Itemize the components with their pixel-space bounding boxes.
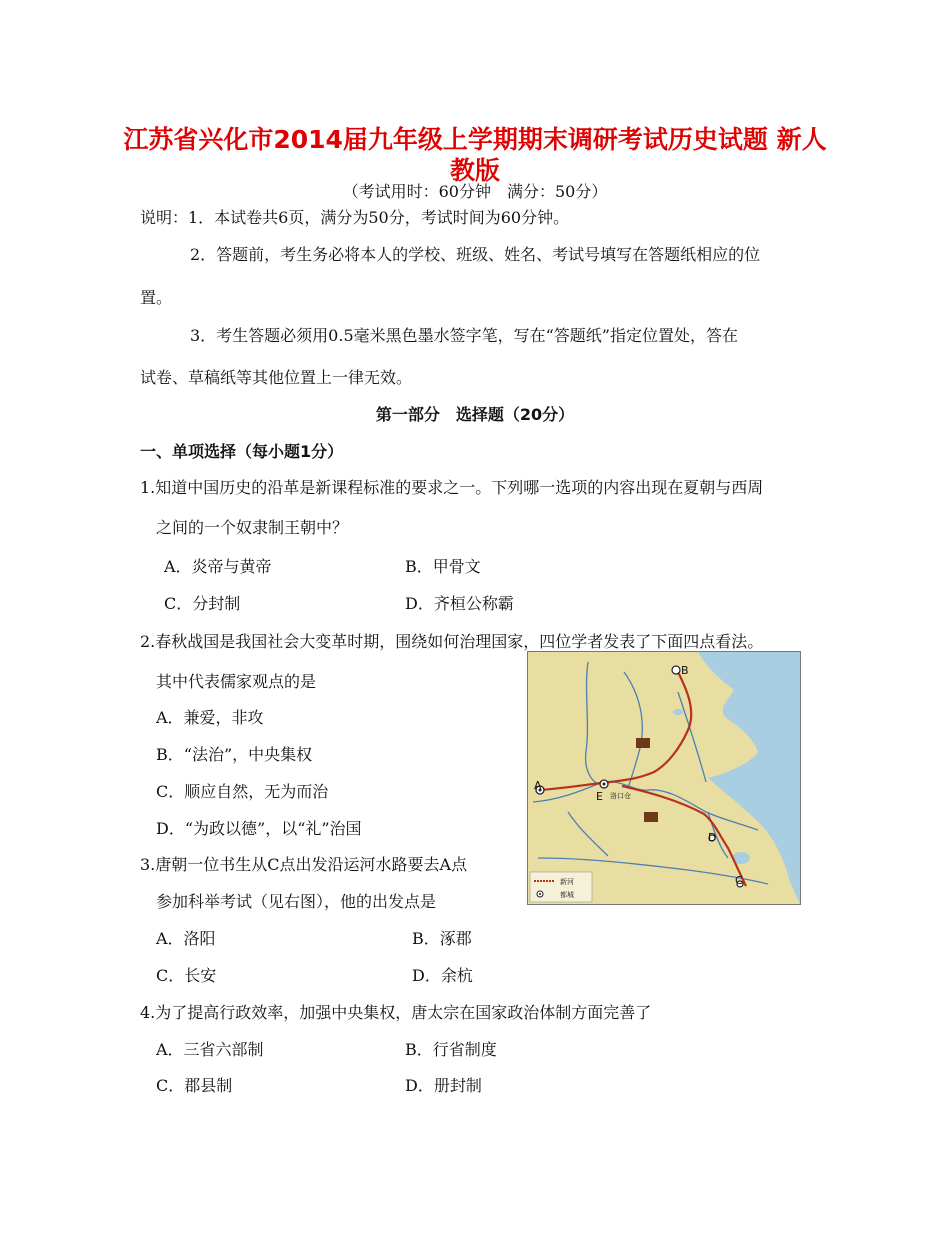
- question-3-option-a: A．洛阳: [156, 929, 216, 948]
- question-1-option-c: C．分封制: [164, 594, 241, 613]
- point-b-marker-icon: [672, 666, 680, 674]
- place-label-luokoucang: 洛口仓: [610, 792, 631, 800]
- instruction-2-line-1: 2．答题前，考生务必将本人的学校、班级、姓名、考试号填写在答题纸相应的位: [190, 245, 761, 264]
- instruction-2-line-2: 置。: [140, 288, 173, 307]
- instruction-3-line-1: 3．考生答题必须用0.5毫米黑色墨水签字笔，写在“答题纸”指定位置处，答在: [190, 326, 738, 345]
- question-4-option-d: D．册封制: [405, 1076, 482, 1095]
- legend-canal-label: 新河: [560, 878, 574, 886]
- section-1-heading: 一、单项选择（每小题1分）: [140, 442, 344, 461]
- question-1-stem-line-1: 1.知道中国历史的沿革是新课程标准的要求之一。下列哪一选项的内容出现在夏朝与西周: [140, 478, 764, 497]
- point-e-label: E: [596, 790, 603, 803]
- question-2-option-b: B．“法治”，中央集权: [156, 745, 313, 764]
- question-1-option-b: B．甲骨文: [405, 557, 481, 576]
- part-1-heading: 第一部分 选择题（20分）: [375, 405, 575, 424]
- question-3-option-c: C．长安: [156, 966, 217, 985]
- question-2-option-c: C．顺应自然，无为而治: [156, 782, 329, 801]
- question-1-option-d: D．齐桓公称霸: [405, 594, 514, 613]
- question-2-stem-line-2: 其中代表儒家观点的是: [156, 672, 317, 691]
- question-1-stem-line-2: 之间的一个奴隶制王朝中？: [156, 518, 349, 537]
- exam-subtitle: （考试用时：60分钟 满分：50分）: [342, 182, 608, 201]
- legend-capital-icon: [539, 893, 541, 895]
- question-2-stem-line-1: 2.春秋战国是我国社会大变革时期，围绕如何治理国家，四位学者发表了下面四点看法。: [140, 632, 764, 651]
- map-lake: [673, 709, 683, 715]
- instruction-3-line-2: 试卷、草稿纸等其他位置上一律无效。: [140, 368, 413, 387]
- question-2-option-d: D．“为政以德”，以“礼”治国: [156, 819, 362, 838]
- point-d-label: D: [708, 831, 717, 844]
- instruction-1: 说明：1．本试卷共6页，满分为50分，考试时间为60分钟。: [140, 208, 570, 227]
- point-a-label: A: [534, 779, 542, 792]
- question-4-option-c: C．郡县制: [156, 1076, 233, 1095]
- grand-canal-map: [527, 651, 801, 905]
- point-c-label: C: [735, 874, 743, 887]
- question-3-option-b: B．涿郡: [412, 929, 472, 948]
- point-b-label: B: [681, 664, 689, 677]
- question-2-option-a: A．兼爱，非攻: [156, 708, 264, 727]
- legend-capital-label: 都城: [560, 891, 574, 899]
- question-4-option-a: A．三省六部制: [156, 1040, 264, 1059]
- question-1-option-a: A．炎帝与黄帝: [164, 557, 272, 576]
- question-3-stem-line-1: 3.唐朝一位书生从C点出发沿运河水路要去A点: [140, 855, 468, 874]
- question-3-option-d: D．余杭: [412, 966, 473, 985]
- question-3-stem-line-2: 参加科举考试（见右图），他的出发点是: [156, 892, 437, 911]
- granary-icon: [644, 812, 658, 822]
- exam-title: 江苏省兴化市2014届九年级上学期期末调研考试历史试题 新人教版: [123, 125, 827, 185]
- question-4-option-b: B．行省制度: [405, 1040, 497, 1059]
- question-4-stem: 4.为了提高行政效率，加强中央集权，唐太宗在国家政治体制方面完善了: [140, 1003, 652, 1022]
- granary-icon: [636, 738, 650, 748]
- capital-marker-icon: [603, 783, 606, 786]
